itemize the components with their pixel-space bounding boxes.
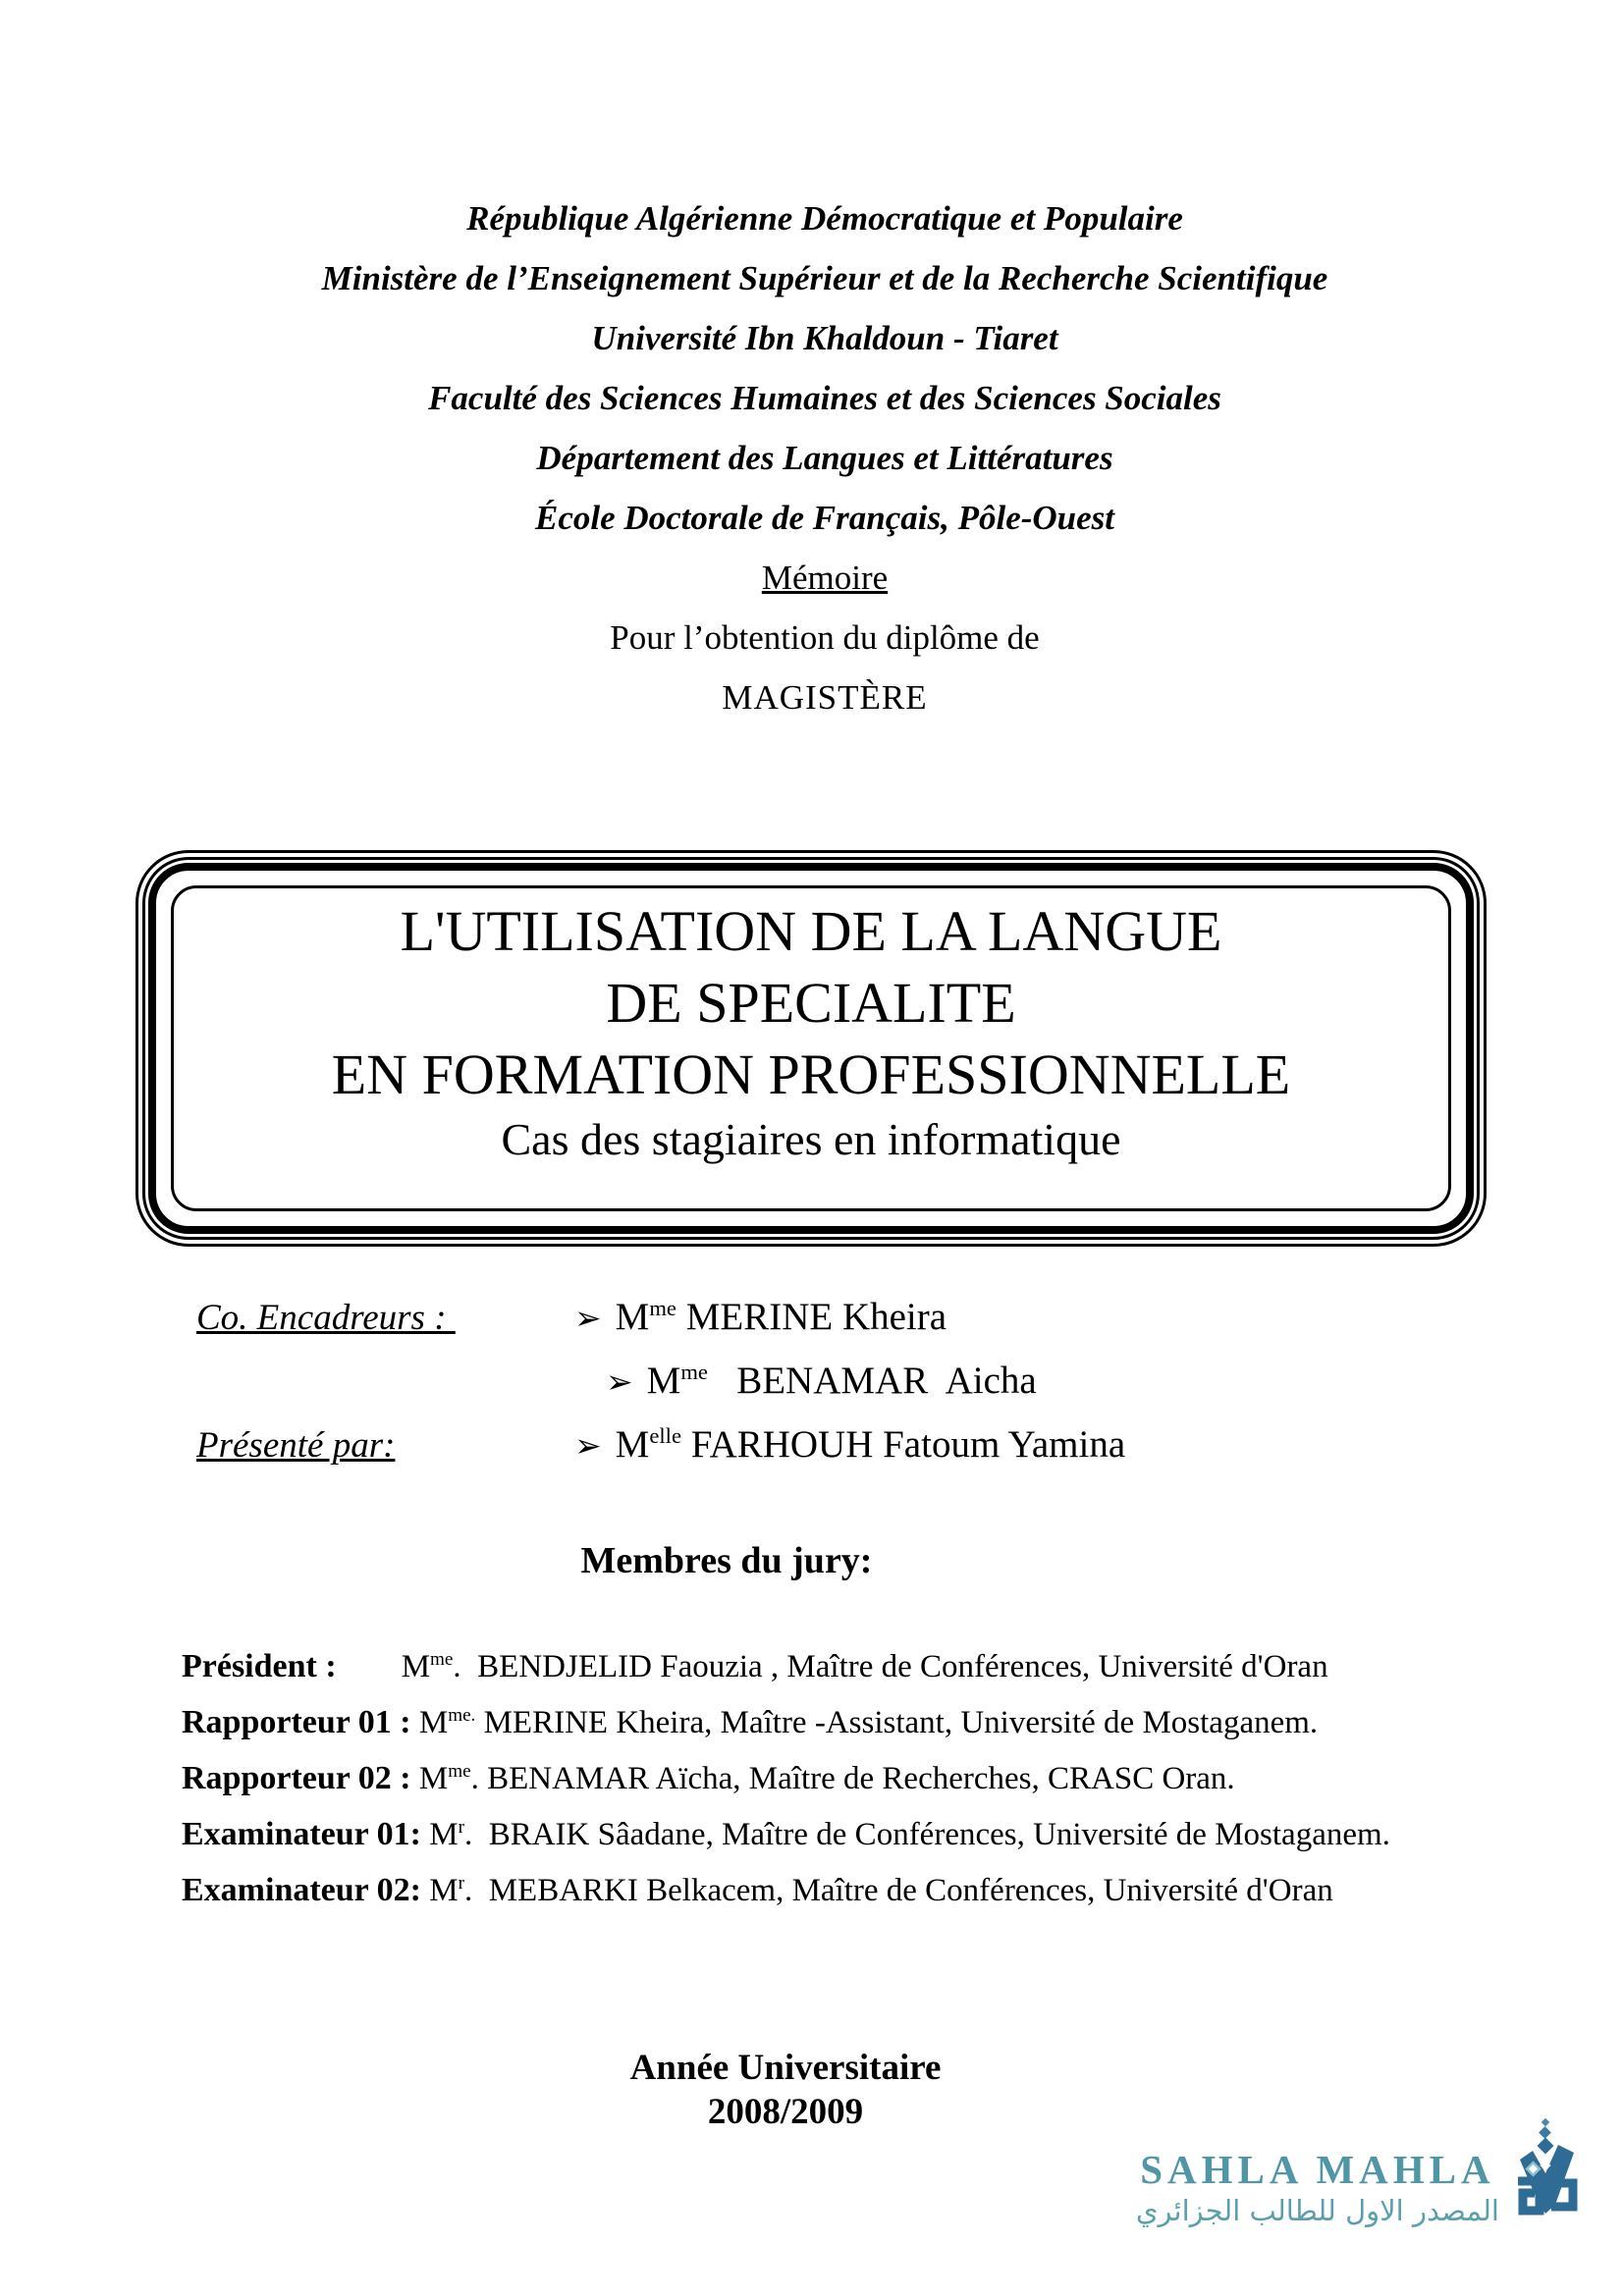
jury-member-president: Président : $M^{me}$. BENDJELID Faouzia , Maître de Conférences, Université d'Oran — [182, 1648, 1328, 1684]
sahla-mahla-logo-text — [1136, 2148, 1499, 2229]
title-frame-outer — [135, 850, 1487, 1247]
co-supervisor-row-2 — [196, 1358, 1473, 1407]
thesis-title-line1: L'UTILISATION DE LA LANGUE — [400, 898, 1222, 963]
header-line-republic: République Algérienne Démocratique et Populaire — [466, 199, 1183, 238]
co-supervisor-row-1 — [196, 1294, 1473, 1343]
header-line-ministry: Ministère de l’Enseignement Supérieur et de la Recherche Scientifique — [321, 259, 1328, 297]
thesis-title-line3: EN FORMATION PROFESSIONNELLE — [331, 1041, 1291, 1106]
co-supervisors-label: Co. Encadreurs : — [196, 1298, 456, 1338]
sahla-mahla-logo — [1136, 2118, 1582, 2229]
co-supervisor-1: ➢ $M^{me}$ MERINE Kheira — [574, 1296, 947, 1338]
jury-member-examinateur-02: Examinateur 02: $M^r$. MEBARKI Belkacem, Maître de Conférences, Université d'Oran — [182, 1872, 1333, 1908]
title-frame-thick — [148, 863, 1474, 1234]
supervisors-section — [196, 1294, 1473, 1485]
thesis-title-line2: DE SPECIALITE — [606, 970, 1016, 1035]
academic-year-value: 2008/2009 — [707, 2092, 864, 2132]
sahla-mahla-logo-icon — [1511, 2118, 1582, 2224]
sahla-mahla-wordmark: SAHLA MAHLA — [1140, 2147, 1495, 2192]
jury-member-rapporteur-01: Rapporteur 01 : $M^{me.}$ MERINE Kheira, Maître -Assistant, Université de Mostaganem. — [182, 1704, 1319, 1740]
header-line-faculty: Faculté des Sciences Humaines et des Sciences Sociales — [428, 379, 1221, 417]
co-supervisor-2: ➢ $M^{me}$ BENAMAR Aicha — [606, 1360, 1037, 1402]
author-name: ➢ $M^{elle}$ FARHOUH Fatoum Yamina — [574, 1423, 1126, 1466]
jury-member-examinateur-01: Examinateur 01: $M^r$. BRAIK Sâadane, Maître de Conférences, Université de Mostaganem. — [182, 1816, 1390, 1852]
sahla-mahla-arabic-tagline: المصدر الاول للطالب الجزائري — [1135, 2194, 1499, 2227]
header-line-doctoral-school: École Doctorale de Français, Pôle-Ouest — [534, 499, 1115, 537]
arrow-bullet-icon: ➢ — [574, 1302, 602, 1337]
presented-by-label: Présenté par: — [196, 1425, 396, 1466]
jury-member-rapporteur-02: Rapporteur 02 : $M^{me}$. BENAMAR Aïcha, Maître de Recherches, CRASC Oran. — [182, 1760, 1235, 1796]
header-line-university: Université Ibn Khaldoun - Tiaret — [591, 319, 1058, 357]
institution-header — [29, 188, 1620, 727]
jury-heading: Membres du jury: — [580, 1540, 873, 1581]
arrow-bullet-icon: ➢ — [574, 1429, 602, 1465]
academic-year-label: Année Universitaire — [629, 2048, 942, 2088]
diploma-purpose-line: Pour l’obtention du diplôme de — [610, 618, 1040, 657]
memoire-label: Mémoire — [761, 559, 889, 597]
arrow-bullet-icon: ➢ — [606, 1365, 633, 1401]
header-line-department: Département des Langues et Littératures — [536, 439, 1113, 477]
title-frame-line2 — [142, 857, 1480, 1240]
diploma-name: MAGISTÈRE — [722, 678, 928, 717]
jury-list — [182, 1647, 1576, 1927]
title-frame-inner — [171, 885, 1451, 1211]
presented-by-row — [196, 1421, 1473, 1470]
thesis-subtitle: Cas des stagiaires en informatique — [501, 1113, 1121, 1164]
